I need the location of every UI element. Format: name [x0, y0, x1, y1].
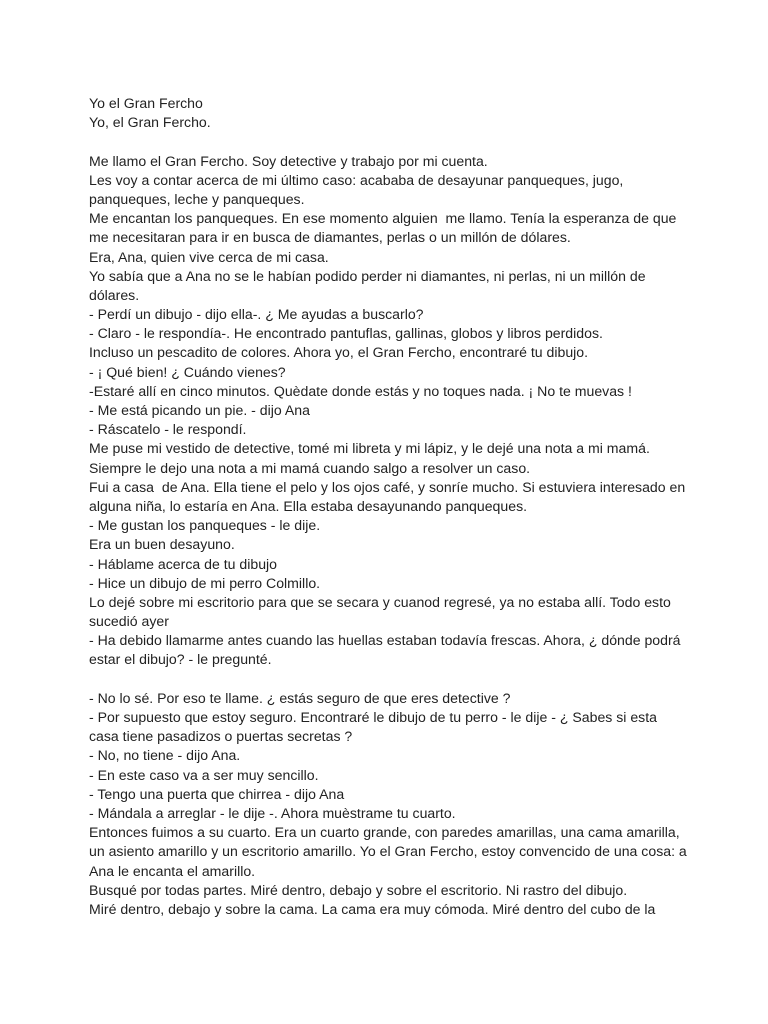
text-line: alguna niña, lo estaría en Ana. Ella estaba desayunando panqueques. [89, 497, 528, 514]
text-line: Incluso un pescadito de colores. Ahora yo, el Gran Fercho, encontraré tu dibujo. [89, 344, 589, 361]
text-line: estar el dibujo? - le pregunté. [89, 651, 272, 668]
text-line: - Me está picando un pie. - dijo Ana [89, 402, 310, 418]
text-line: - ¡ Qué bien! ¿ Cuándo vienes? [89, 363, 286, 380]
text-line: Siempre le dejo una nota a mi mamá cuando salgo a resolver un caso. [89, 459, 531, 476]
text-line: - Hice un dibujo de mi perro Colmillo. [89, 574, 321, 591]
text-line: me necesitaran para ir en busca de diamantes, perlas o un millón de dólares. [89, 229, 571, 246]
text-line: Me llamo el Gran Fercho. Soy detective y trabajo por mi cuenta. [89, 152, 488, 169]
text-line: panqueques, leche y panqueques. [89, 190, 305, 207]
text-line: - Mándala a arreglar - le dije -. Ahora muèstrame tu cuarto. [89, 804, 456, 821]
text-line: Miré dentro, debajo y sobre la cama. La cama era muy cómoda. Miré dentro del cubo de la [89, 900, 656, 917]
text-line: Busqué por todas partes. Miré dentro, debajo y sobre el escritorio. Ni rastro del dibujo. [89, 881, 628, 898]
text-line: Yo sabía que a Ana no se le habían podido perder ni diamantes, ni perlas, ni un millón de [89, 267, 646, 284]
text-line: Les voy a contar acerca de mi último caso: acababa de desayunar panqueques, jugo, [89, 171, 624, 188]
text-line: Entonces fuimos a su cuarto. Era un cuarto grande, con paredes amarillas, una cama amarilla, [89, 824, 680, 841]
text-line: - En este caso va a ser muy sencillo. [89, 766, 319, 783]
document-page [89, 94, 759, 919]
text-line: Era un buen desayuno. [89, 536, 235, 553]
text-line: Era, Ana, quien vive cerca de mi casa. [89, 248, 329, 265]
text-line: dólares. [89, 286, 140, 303]
text-line: Ana le encanta el amarillo. [89, 862, 256, 879]
text-line: - Ráscatelo - le respondí. [89, 421, 247, 438]
text-line: Yo, el Gran Fercho. [89, 114, 211, 131]
text-line: un asiento amarillo y un escritorio amarillo. Yo el Gran Fercho, estoy convencido de una cosa: a [89, 843, 687, 860]
text-line: sucedió ayer [89, 613, 169, 630]
text-line: Me puse mi vestido de detective, tomé mi libreta y mi lápiz, y le dejé una nota a mi mamá. [89, 440, 650, 457]
blank-line [89, 670, 759, 689]
text-line: Lo dejé sobre mi escritorio para que se secara y cuanod regresé, ya no estaba allí. Todo esto [89, 593, 671, 610]
text-line: - Tengo una puerta que chirrea - dijo Ana [89, 785, 345, 802]
text-line: - No, no tiene - dijo Ana. [89, 747, 241, 764]
text-line: - Ha debido llamarme antes cuando las huellas estaban todavía frescas. Ahora, ¿ dónde podrá [89, 632, 681, 649]
text-line: - Háblame acerca de tu dibujo [89, 555, 278, 572]
text-line: Fui a casa de Ana. Ella tiene el pelo y los ojos café, y sonríe mucho. Si estuviera interesado en [89, 478, 686, 495]
text-line: - Claro - le respondía-. He encontrado pantuflas, gallinas, globos y libros perdidos. [89, 325, 603, 342]
text-line: casa tiene pasadizos o puertas secretas ? [89, 728, 353, 745]
text-line: - No lo sé. Por eso te llame. ¿ estás seguro de que eres detective ? [89, 689, 511, 706]
text-line: -Estaré allí en cinco minutos. Quèdate donde estás y no toques nada. ¡ No te muevas ! [89, 382, 632, 399]
text-line: - Perdí un dibujo - dijo ella-. ¿ Me ayudas a buscarlo? [89, 306, 424, 323]
text-line: - Por supuesto que estoy seguro. Encontraré le dibujo de tu perro - le dije - ¿ Sabes si esta [89, 709, 657, 725]
text-line: - Me gustan los panqueques - le dije. [89, 517, 321, 534]
text-line: Me encantan los panqueques. En ese momento alguien me llamo. Tenía la esperanza de que [89, 210, 677, 227]
text-line: Yo el Gran Fercho [89, 95, 203, 111]
blank-line [89, 132, 759, 151]
